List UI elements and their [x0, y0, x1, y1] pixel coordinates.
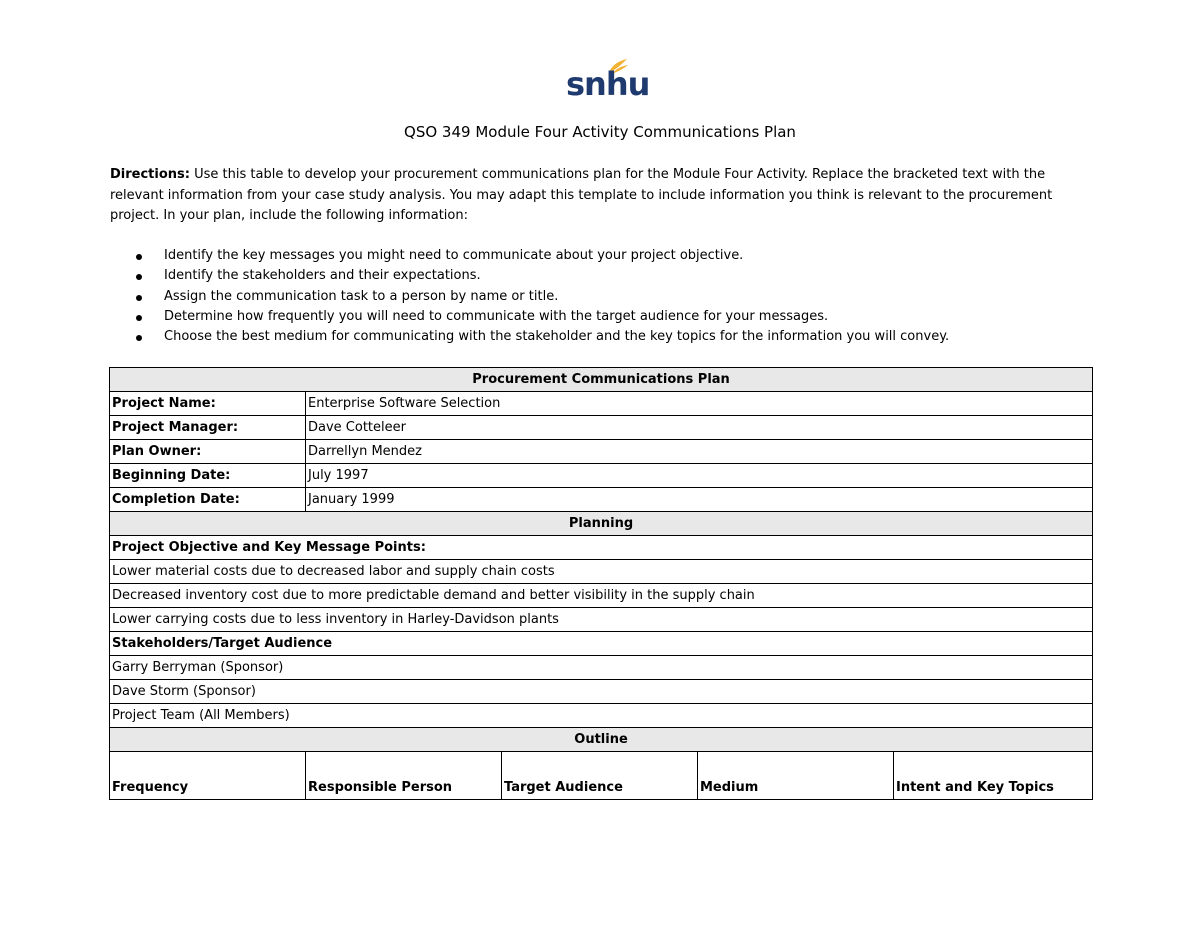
- project-manager-label: Project Manager:: [110, 416, 306, 440]
- table-row: [110, 536, 1093, 560]
- stakeholder-item: Garry Berryman (Sponsor): [110, 656, 1093, 680]
- objective-item: Lower carrying costs due to less inventory in Harley-Davidson plants: [110, 608, 1093, 632]
- list-item-text: Identify the stakeholders and their expectations.: [164, 268, 481, 284]
- column-header-frequency: Frequency: [110, 752, 306, 800]
- list-item-text: Identify the key messages you might need to communicate about your project objective.: [164, 248, 744, 263]
- outline-heading: Outline: [110, 728, 1093, 752]
- table-row: [110, 464, 1093, 488]
- column-header-responsible-person: Responsible Person: [306, 752, 502, 800]
- project-manager-value: Dave Cotteleer: [306, 416, 1093, 440]
- table-row: [110, 632, 1093, 656]
- beginning-date-label: Beginning Date:: [110, 464, 306, 488]
- communications-plan-table: [109, 367, 1093, 800]
- plan-owner-label: Plan Owner:: [110, 440, 306, 464]
- table-row: [110, 752, 1093, 800]
- list-item-text: Assign the communication task to a person by name or title.: [164, 288, 559, 304]
- objective-item: Lower material costs due to decreased labor and supply chain costs: [110, 560, 1093, 584]
- bullet-icon: [136, 295, 142, 301]
- completion-date-value: January 1999: [306, 488, 1093, 512]
- project-name-value: Enterprise Software Selection: [306, 392, 1093, 416]
- logo-text: snhu: [566, 65, 650, 103]
- table-row: [110, 440, 1093, 464]
- table-row: [110, 728, 1093, 752]
- column-header-target-audience: Target Audience: [502, 752, 698, 800]
- list-item: [110, 307, 949, 327]
- table-row: [110, 584, 1093, 608]
- list-item-text: Choose the best medium for communicating with the stakeholder and the key topics for the information you will convey.: [164, 329, 950, 345]
- stakeholder-item: Project Team (All Members): [110, 704, 1093, 728]
- list-item-text: Determine how frequently you will need to communicate with the target audience for your messages.: [164, 308, 829, 324]
- list-item: [110, 287, 949, 307]
- instruction-list: [110, 246, 949, 347]
- plan-owner-value: Darrellyn Mendez: [306, 440, 1093, 464]
- objective-label: Project Objective and Key Message Points:: [110, 536, 1093, 560]
- table-row: [110, 416, 1093, 440]
- completion-date-label: Completion Date:: [110, 488, 306, 512]
- bullet-icon: [136, 315, 142, 321]
- objective-item: Decreased inventory cost due to more predictable demand and better visibility in the supply chain: [110, 584, 1093, 608]
- bullet-icon: [136, 254, 142, 260]
- table-row: [110, 488, 1093, 512]
- stakeholder-item: Dave Storm (Sponsor): [110, 680, 1093, 704]
- page-title: QSO 349 Module Four Activity Communications Plan: [404, 123, 796, 141]
- table-row: [110, 368, 1093, 392]
- directions-label: Directions:: [110, 167, 190, 182]
- column-header-intent-key-topics: Intent and Key Topics: [894, 752, 1093, 800]
- directions-text: Use this table to develop your procurement communications plan for the Module Four Activity. Replace the bracketed text with the relevant information from your case study analysis. You may adapt this template to include information you think is relevant to the procurement project. In your plan, include the following information:: [110, 167, 1053, 223]
- list-item: [110, 246, 949, 266]
- bullet-icon: [136, 335, 142, 341]
- bullet-icon: [136, 274, 142, 280]
- column-header-medium: Medium: [698, 752, 894, 800]
- snhu-logo: [566, 58, 650, 104]
- table-row: [110, 608, 1093, 632]
- list-item: [110, 266, 949, 286]
- table-row: [110, 512, 1093, 536]
- project-name-label: Project Name:: [110, 392, 306, 416]
- stakeholders-label: Stakeholders/Target Audience: [110, 632, 1093, 656]
- table-row: [110, 656, 1093, 680]
- directions-paragraph: [110, 165, 1095, 227]
- planning-heading: Planning: [110, 512, 1093, 536]
- table-row: [110, 704, 1093, 728]
- list-item: [110, 327, 949, 347]
- table-row: [110, 392, 1093, 416]
- table-row: [110, 680, 1093, 704]
- table-heading: Procurement Communications Plan: [110, 368, 1093, 392]
- beginning-date-value: July 1997: [306, 464, 1093, 488]
- table-row: [110, 560, 1093, 584]
